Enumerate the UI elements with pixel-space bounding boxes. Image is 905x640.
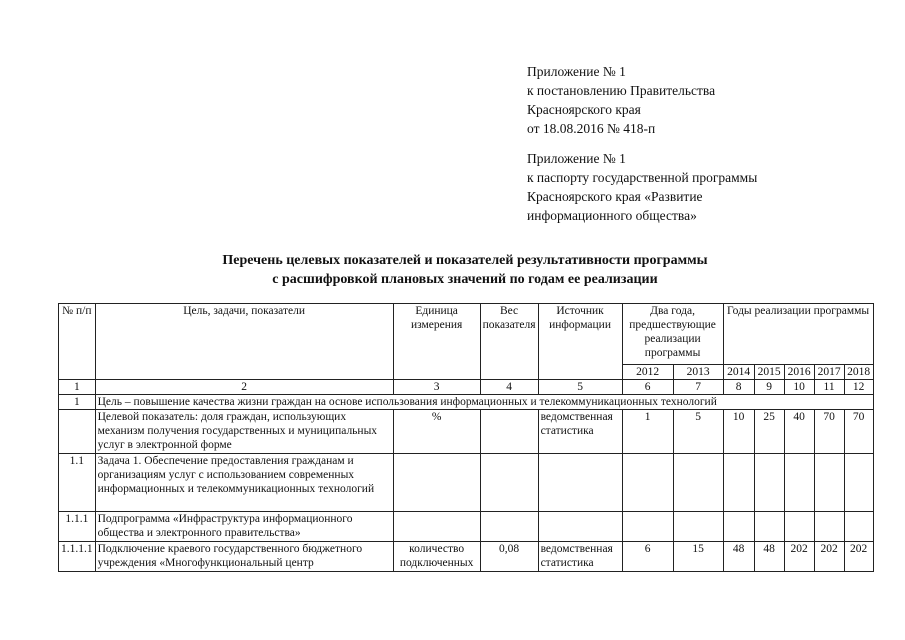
appendix-2-line-3: Красноярского края «Развитие — [527, 189, 703, 204]
indicator-unit: % — [393, 410, 480, 454]
task-row — [59, 454, 874, 512]
measure-value-2014: 48 — [723, 542, 754, 572]
goal-text: Цель – повышение качества жизни граждан на основе использования информационных и телекоммуникационных технологий — [95, 395, 873, 410]
task-empty-cell — [754, 454, 784, 512]
indicator-weight — [480, 410, 538, 454]
header-year-2015: 2015 — [754, 365, 784, 380]
task-empty-cell — [393, 454, 480, 512]
subprogram-empty-cell — [754, 512, 784, 542]
indicator-value-2014: 10 — [723, 410, 754, 454]
column-number: 9 — [754, 380, 784, 395]
measure-unit: количество подключенных — [393, 542, 480, 572]
column-number: 4 — [480, 380, 538, 395]
task-empty-cell — [673, 454, 723, 512]
measure-value-2015: 48 — [754, 542, 784, 572]
appendix-1-line-3: Красноярского края — [527, 102, 641, 117]
subprogram-empty-cell — [393, 512, 480, 542]
indicator-value-2017: 70 — [814, 410, 844, 454]
indicator-source: ведомственная статистика — [538, 410, 622, 454]
header-program-years: Годы реализации программы — [723, 304, 873, 365]
column-number: 8 — [723, 380, 754, 395]
header-row — [59, 304, 874, 365]
appendix-1-line-4: от 18.08.2016 № 418-п — [527, 121, 656, 136]
document-title — [150, 251, 780, 289]
appendix-2-line-1: Приложение № 1 — [527, 151, 626, 166]
task-empty-cell — [538, 454, 622, 512]
indicator-value-2015: 25 — [754, 410, 784, 454]
indicator-row — [59, 410, 874, 454]
indicator-text: Целевой показатель: доля граждан, использующих механизм получения государственных и муниципальных услуг в электронной форме — [95, 410, 393, 454]
task-num: 1.1 — [59, 454, 96, 512]
task-empty-cell — [723, 454, 754, 512]
column-number: 1 — [59, 380, 96, 395]
column-number: 10 — [784, 380, 814, 395]
subprogram-empty-cell — [622, 512, 673, 542]
document-title-line-1: Перечень целевых показателей и показателей результативности программы — [222, 253, 708, 268]
column-number: 12 — [844, 380, 873, 395]
subprogram-empty-cell — [844, 512, 873, 542]
measure-value-2016: 202 — [784, 542, 814, 572]
measure-value-2017: 202 — [814, 542, 844, 572]
goal-num: 1 — [59, 395, 96, 410]
header-year-2014: 2014 — [723, 365, 754, 380]
indicator-value-2018: 70 — [844, 410, 873, 454]
header-year-2016: 2016 — [784, 365, 814, 380]
header-goal: Цель, задачи, показатели — [95, 304, 393, 380]
measure-source: ведомственная статистика — [538, 542, 622, 572]
subprogram-empty-cell — [480, 512, 538, 542]
header-unit: Единица измерения — [393, 304, 480, 380]
column-numbers-row — [59, 380, 874, 395]
subprogram-text: Подпрограмма «Инфраструктура информационного общества и электронного правительства» — [95, 512, 393, 542]
appendix-2-line-4: информационного общества» — [527, 208, 697, 223]
appendix-block-2 — [527, 149, 757, 225]
measure-value-2013: 15 — [673, 542, 723, 572]
subprogram-num: 1.1.1 — [59, 512, 96, 542]
indicator-value-2012: 1 — [622, 410, 673, 454]
header-weight: Вес показателя — [480, 304, 538, 380]
task-empty-cell — [784, 454, 814, 512]
document-title-line-2: с расшифровкой плановых значений по годам ее реализации — [272, 272, 658, 287]
column-number: 2 — [95, 380, 393, 395]
appendix-1-line-2: к постановлению Правительства — [527, 83, 716, 98]
column-number: 5 — [538, 380, 622, 395]
header-prev-years: Два года, предшествующие реализации программы — [622, 304, 723, 365]
measure-row — [59, 542, 874, 572]
indicator-num — [59, 410, 96, 454]
column-number: 3 — [393, 380, 480, 395]
subprogram-empty-cell — [723, 512, 754, 542]
header-source: Источник информации — [538, 304, 622, 380]
appendix-1-line-1: Приложение № 1 — [527, 64, 626, 79]
header-year-2018: 2018 — [844, 365, 873, 380]
header-num: № п/п — [59, 304, 96, 380]
appendix-block-1 — [527, 62, 715, 138]
column-number: 6 — [622, 380, 673, 395]
indicators-table — [58, 303, 874, 572]
column-number: 11 — [814, 380, 844, 395]
task-text: Задача 1. Обеспечение предоставления гражданам и организациям услуг с использованием современных информационных и телекоммуникационных технологий — [95, 454, 393, 512]
subprogram-empty-cell — [538, 512, 622, 542]
task-empty-cell — [622, 454, 673, 512]
task-empty-cell — [814, 454, 844, 512]
task-empty-cell — [844, 454, 873, 512]
measure-value-2012: 6 — [622, 542, 673, 572]
subprogram-empty-cell — [814, 512, 844, 542]
subprogram-empty-cell — [673, 512, 723, 542]
appendix-2-line-2: к паспорту государственной программы — [527, 170, 758, 185]
column-number: 7 — [673, 380, 723, 395]
header-year-2012: 2012 — [622, 365, 673, 380]
header-year-2013: 2013 — [673, 365, 723, 380]
subprogram-row — [59, 512, 874, 542]
goal-row — [59, 395, 874, 410]
indicator-value-2016: 40 — [784, 410, 814, 454]
header-year-2017: 2017 — [814, 365, 844, 380]
measure-text: Подключение краевого государственного бюджетного учреждения «Многофункциональный центр — [95, 542, 393, 572]
indicator-value-2013: 5 — [673, 410, 723, 454]
subprogram-empty-cell — [784, 512, 814, 542]
measure-value-2018: 202 — [844, 542, 873, 572]
task-empty-cell — [480, 454, 538, 512]
measure-num: 1.1.1.1 — [59, 542, 96, 572]
measure-weight: 0,08 — [480, 542, 538, 572]
